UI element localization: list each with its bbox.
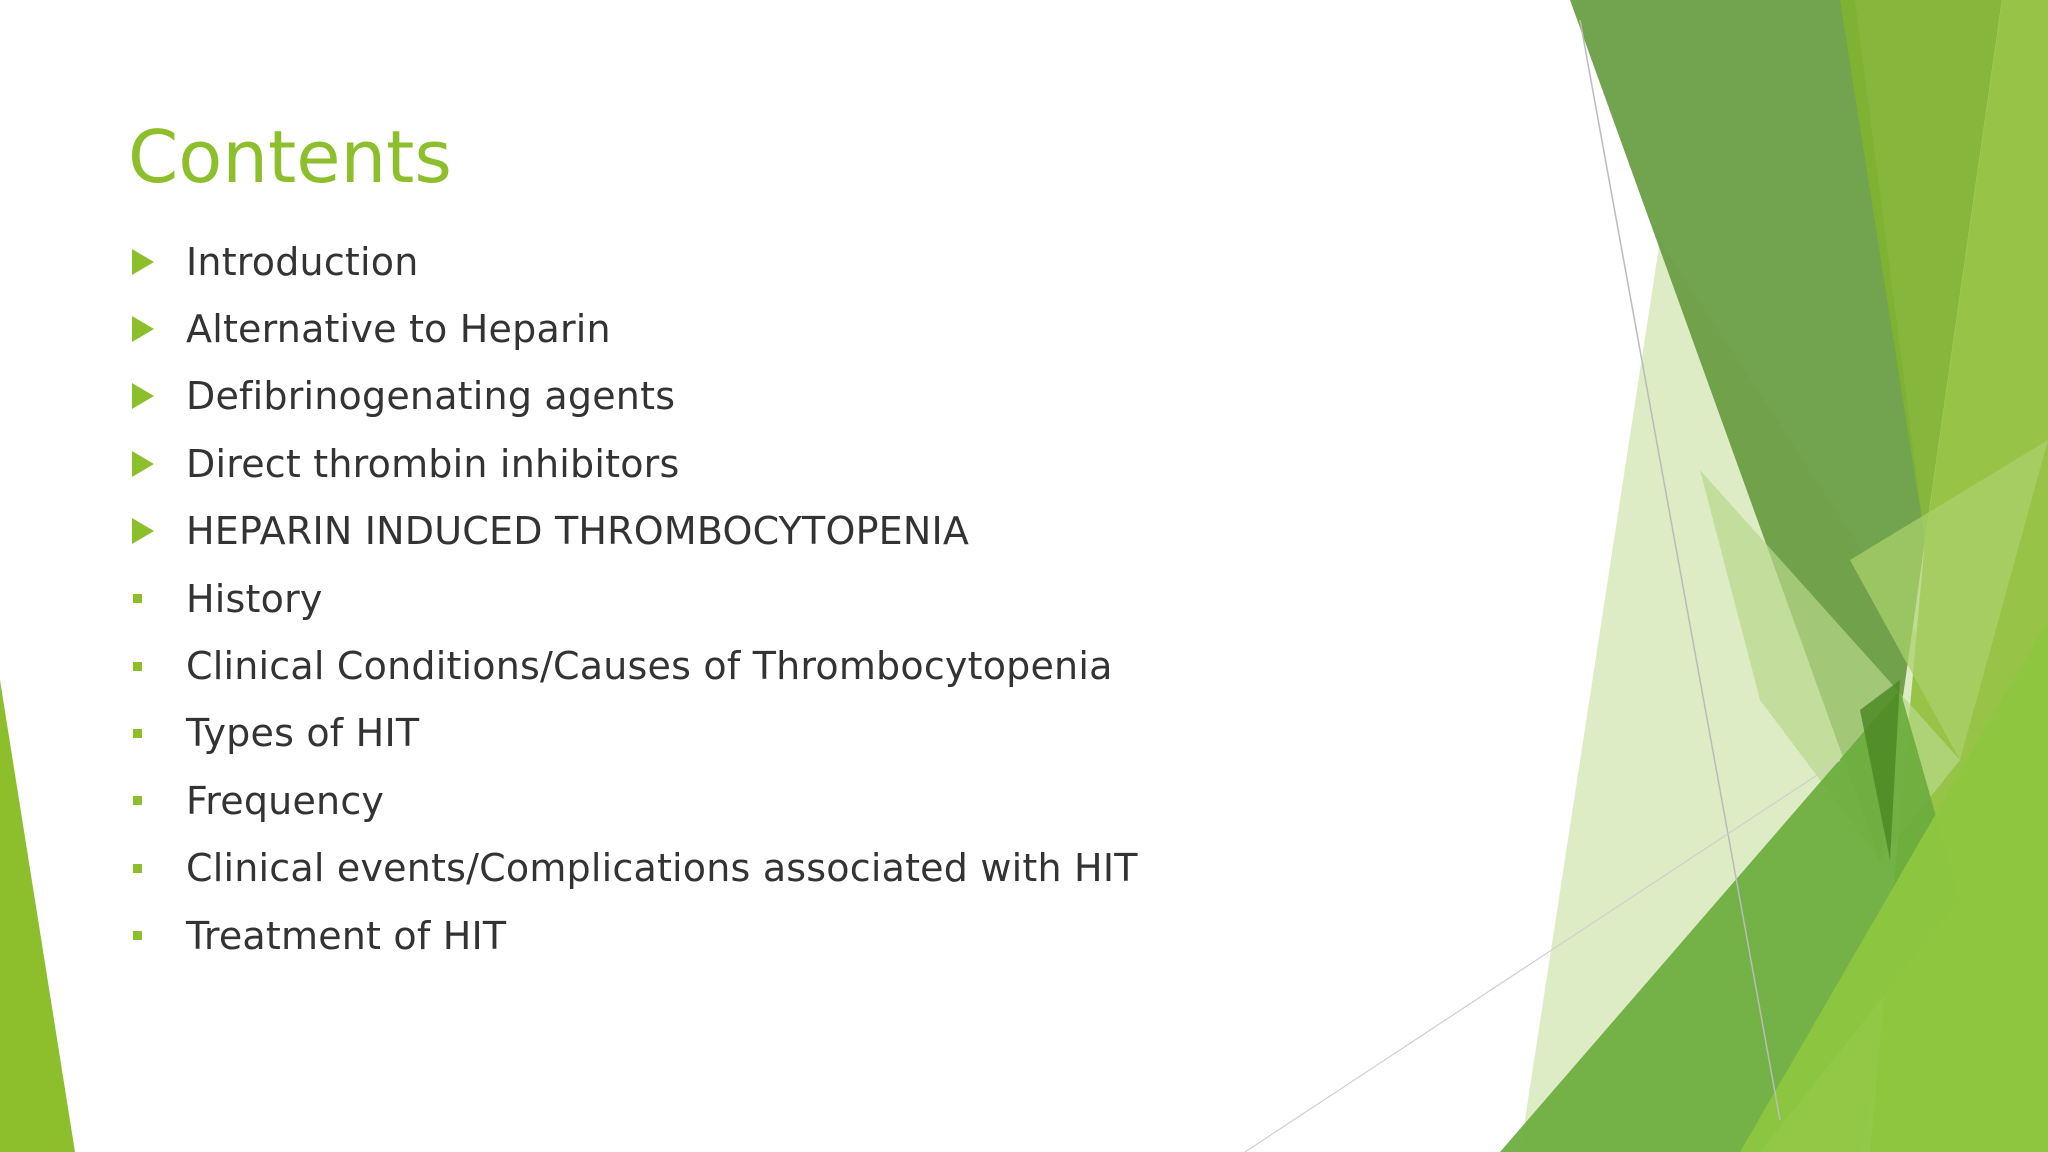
list-item-label: HEPARIN INDUCED THROMBOCYTOPENIA	[186, 509, 970, 554]
triangle-bullet-icon	[128, 498, 186, 565]
list-item	[128, 632, 1138, 699]
triangle-bullet-icon	[128, 363, 186, 430]
list-item	[128, 295, 1138, 362]
left-green-sliver	[0, 680, 75, 1152]
list-item-label: Frequency	[186, 778, 385, 823]
triangle-bullet-icon	[128, 430, 186, 497]
square-bullet-icon	[128, 767, 186, 834]
contents-list	[128, 228, 1138, 969]
list-item	[128, 902, 1138, 969]
list-item	[128, 700, 1138, 767]
square-bullet-icon	[128, 835, 186, 902]
list-item-label: Types of HIT	[186, 711, 420, 756]
list-item-label: Treatment of HIT	[186, 913, 507, 958]
list-item	[128, 767, 1138, 834]
list-item	[128, 363, 1138, 430]
list-item-label: Direct thrombin inhibitors	[186, 441, 680, 486]
list-item	[128, 228, 1138, 295]
slide-title: Contents	[128, 115, 452, 199]
triangle-bullet-icon	[128, 228, 186, 295]
list-item	[128, 835, 1138, 902]
list-item-label: Clinical Conditions/Causes of Thrombocytopenia	[186, 644, 1113, 689]
square-bullet-icon	[128, 902, 186, 969]
list-item-label: Clinical events/Complications associated with HIT	[186, 846, 1138, 891]
triangle-bullet-icon	[128, 295, 186, 362]
square-bullet-icon	[128, 700, 186, 767]
list-item-label: Defibrinogenating agents	[186, 374, 676, 419]
list-item-label: Introduction	[186, 239, 419, 284]
square-bullet-icon	[128, 632, 186, 699]
list-item	[128, 430, 1138, 497]
list-item	[128, 565, 1138, 632]
list-item-label: Alternative to Heparin	[186, 307, 611, 352]
list-item	[128, 498, 1138, 565]
list-item-label: History	[186, 576, 323, 621]
square-bullet-icon	[128, 565, 186, 632]
